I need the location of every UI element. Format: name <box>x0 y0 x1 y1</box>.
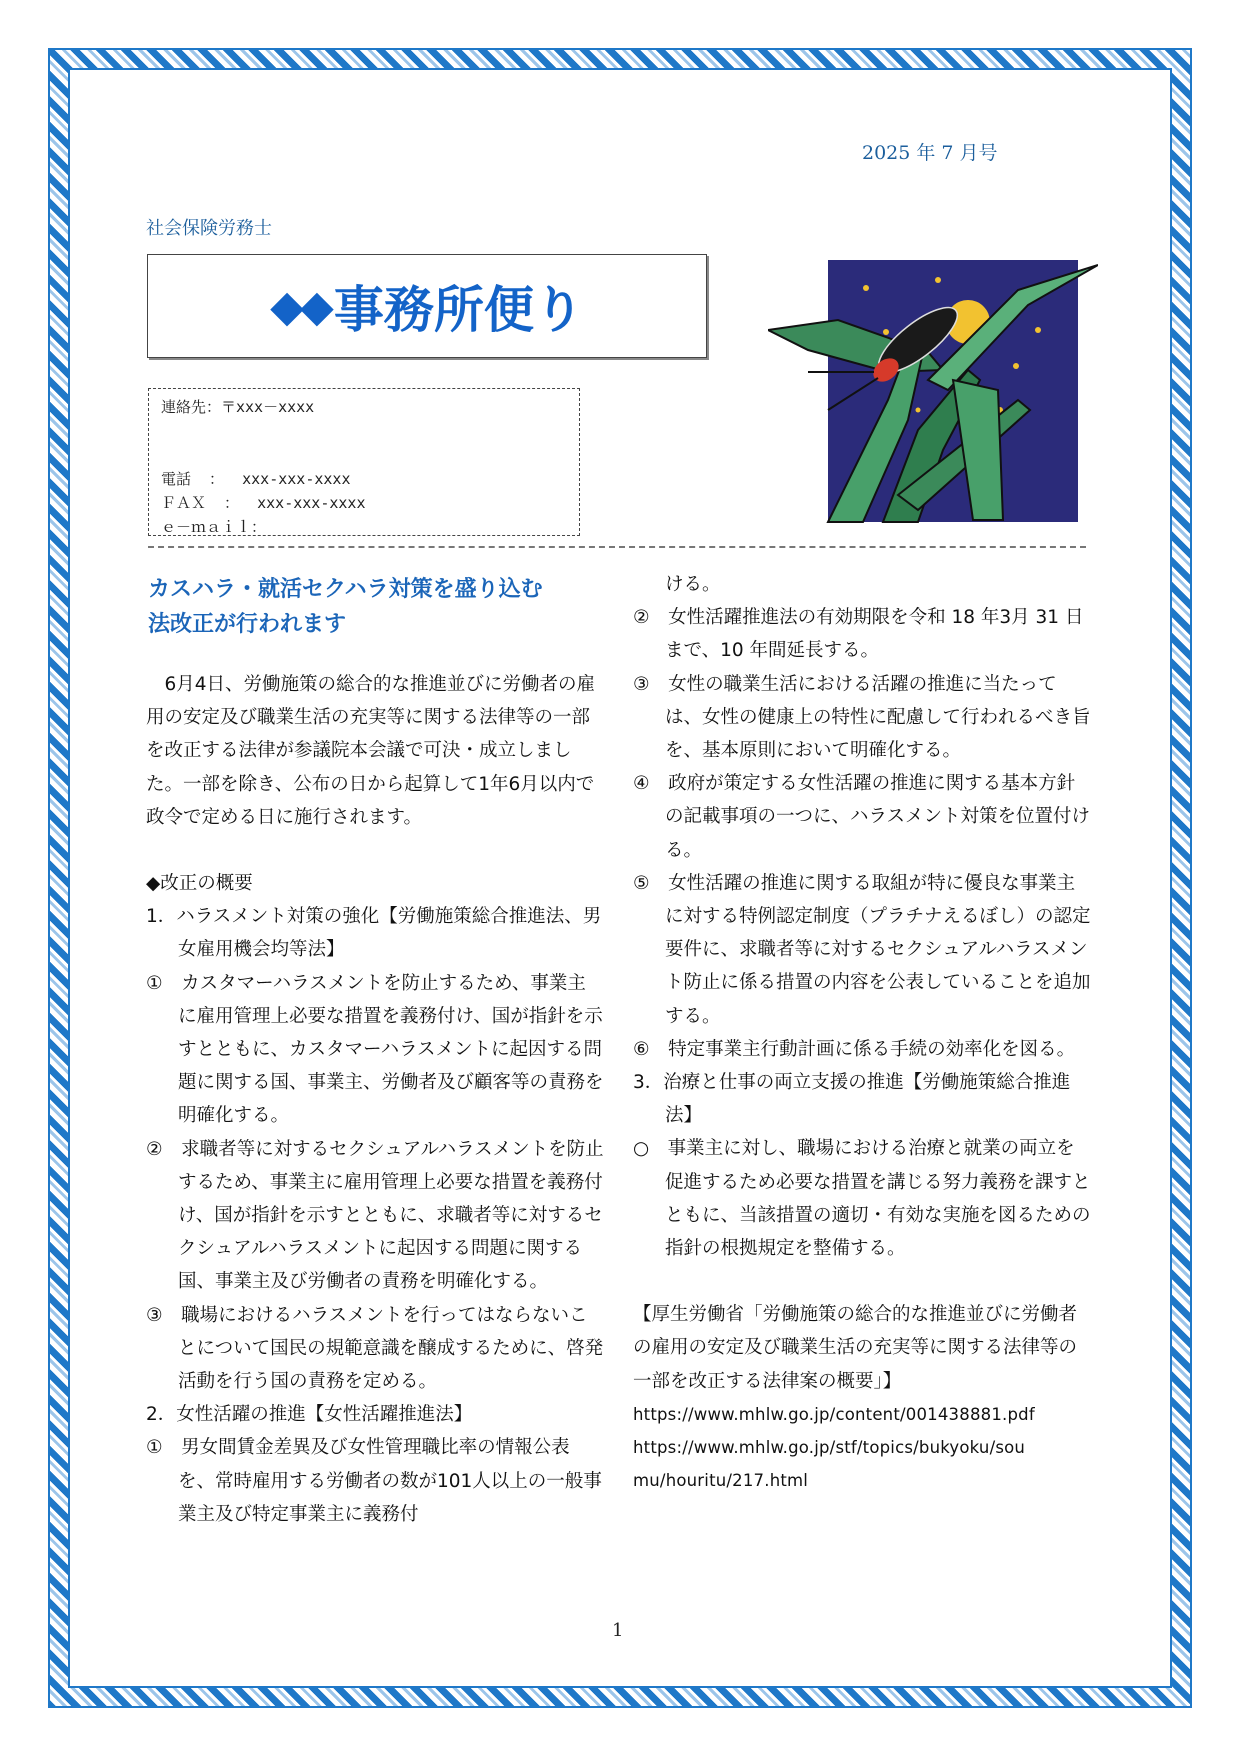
section-1-heading: 1．ハラスメント対策の強化【労働施策総合推進法、男女雇用機会均等法】 <box>146 906 602 961</box>
heading-line-2: 法改正が行われます <box>148 612 347 637</box>
article-column-left <box>146 668 604 1531</box>
contact-email: ｅ－ｍａｉｌ： <box>161 518 267 536</box>
section-2-heading: 2．女性活躍の推進【女性活躍推進法】 <box>146 1404 473 1426</box>
section-divider <box>148 546 1086 548</box>
list-item-continuation: ける。 <box>665 574 721 595</box>
list-item: ④ 政府が策定する女性活躍の推進に関する基本方針の記載事項の一つに、ハラスメント対策を位置付ける。 <box>633 773 1090 861</box>
overview-label: ◆改正の概要 <box>146 873 253 895</box>
issue-date: 2025 年 7 月号 <box>862 142 998 164</box>
contact-box <box>148 388 580 536</box>
contact-phone: 電話 ： xxx-xxx-xxxx <box>161 470 351 488</box>
reference-link-2[interactable]: https://www.mhlw.go.jp/stf/topics/bukyoku/sou mu/houritu/217.html <box>633 1438 1026 1491</box>
reference-link-1[interactable]: https://www.mhlw.go.jp/content/001438881.pdf <box>633 1404 1035 1424</box>
firefly-illustration <box>768 260 1098 530</box>
article-heading <box>148 572 608 642</box>
intro-paragraph: 6月4日、労働施策の総合的な推進並びに労働者の雇用の安定及び職業生活の充実等に関する法律等の一部を改正する法律が参議院本会議で可決・成立しました。一部を除き、公布の日から起算して1年6月以内で政令で定める日に施行されます。 <box>146 674 596 828</box>
list-item: ⑥ 特定事業主行動計画に係る手続の効率化を図る。 <box>633 1038 1076 1060</box>
list-item: ② 女性活躍推進法の有効期限を令和 18 年3月 31 日まで、10 年間延長する。 <box>633 607 1084 662</box>
article-column-right <box>633 568 1091 1497</box>
list-item: ○ 事業主に対し、職場における治療と就業の両立を促進するため必要な措置を講じる努力義務を課すとともに、当該措置の適切・有効な実施を図るための指針の根拠規定を整備する。 <box>633 1138 1091 1260</box>
office-type-label: 社会保険労務士 <box>146 218 272 239</box>
list-item: ① 男女間賃金差異及び女性管理職比率の情報公表を、常時雇用する労働者の数が101人以上の一般事業主及び特定事業主に義務付 <box>146 1437 602 1525</box>
reference-note: 【厚生労働省「労働施策の総合的な推進並びに労働者の雇用の安定及び職業生活の充実等に関する法律等の一部を改正する法律案の概要」】 <box>633 1304 1078 1392</box>
contact-fax: ＦＡＸ ： xxx-xxx-xxxx <box>161 494 366 512</box>
list-item: ③ 職場におけるハラスメントを行ってはならないことについて国民の規範意識を醸成するために、啓発活動を行う国の責務を定める。 <box>146 1304 604 1393</box>
newsletter-title-box <box>147 254 707 358</box>
newsletter-title: 事務所便り <box>333 281 584 339</box>
list-item: ① カスタマーハラスメントを防止するため、事業主に雇用管理上必要な措置を義務付け、国が指針を示すとともに、カスタマーハラスメントに起因する問題に関する国、事業主、労働者及び顧客等の責務を明確化する。 <box>146 972 604 1127</box>
list-item: ② 求職者等に対するセクシュアルハラスメントを防止するため、事業主に雇用管理上必要な措置を義務付け、国が指針を示すとともに、求職者等に対するセクシュアルハラスメントに起因する問題に関する国、事業主及び労働者の責務を明確化する。 <box>146 1138 604 1293</box>
section-3-heading: 3．治療と仕事の両立支援の推進【労働施策総合推進法】 <box>633 1072 1071 1127</box>
page-number: 1 <box>612 1620 624 1641</box>
list-item: ③ 女性の職業生活における活躍の推進に当たっては、女性の健康上の特性に配慮して行われるべき旨を、基本原則において明確化する。 <box>633 673 1091 762</box>
heading-line-1: カスハラ・就活セクハラ対策を盛り込む <box>148 577 543 602</box>
diamond-marks: ◆◆ <box>270 280 330 332</box>
contact-address: 連絡先：〒xxx－xxxx <box>161 398 315 416</box>
list-item: ⑤ 女性活躍の推進に関する取組が特に優良な事業主に対する特例認定制度（プラチナえるぼし）の認定要件に、求職者等に対するセクシュアルハラスメント防止に係る措置の内容を公表していることを追加する。 <box>633 872 1091 1027</box>
